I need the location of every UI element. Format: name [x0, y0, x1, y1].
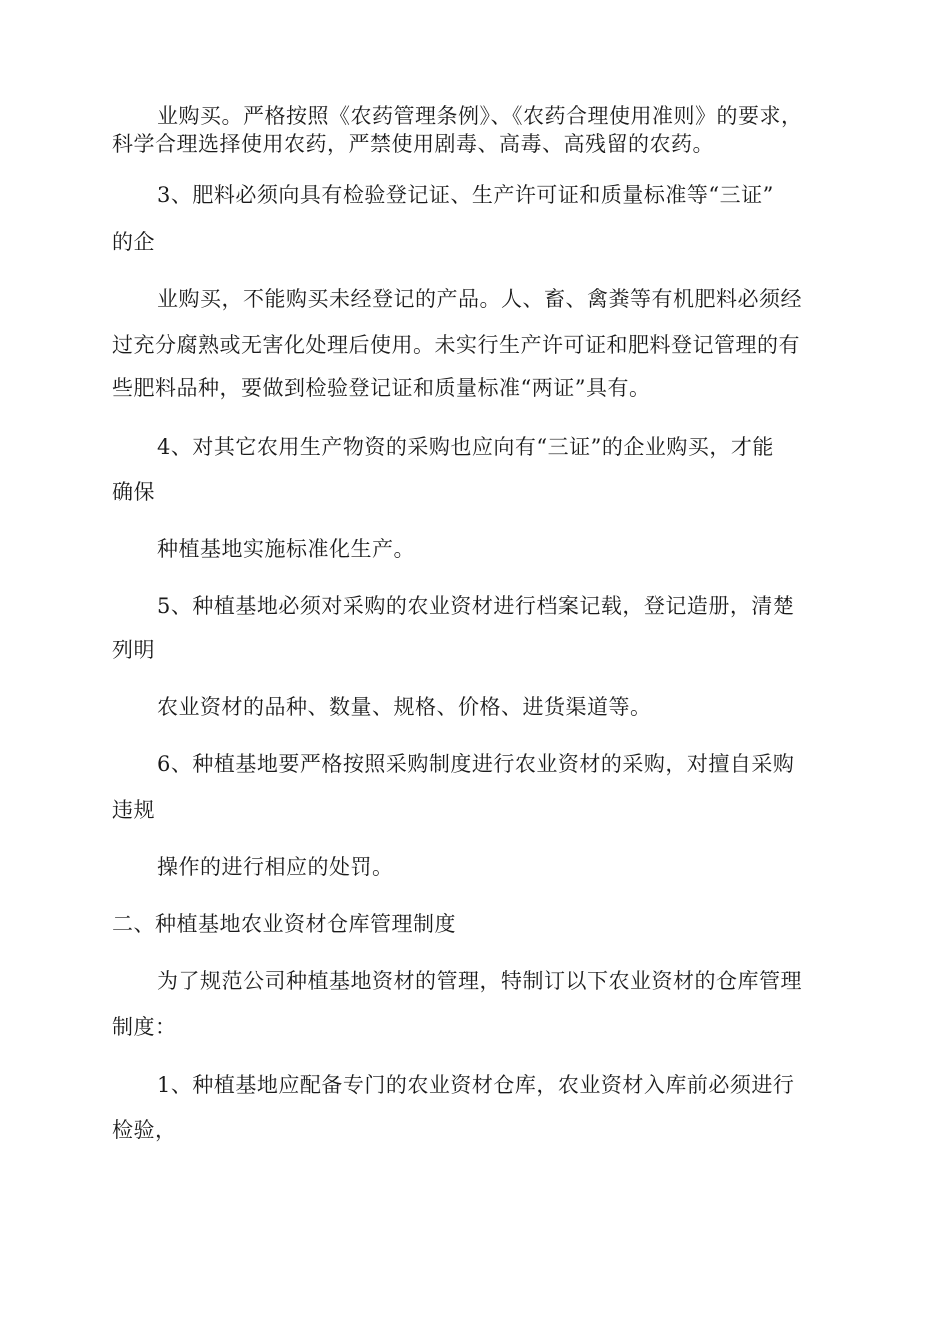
- text-line: 业购买。严格按照《农药管理条例》、《农药合理使用准则》的要求，: [157, 104, 803, 128]
- text-line: 1、种植基地应配备专门的农业资材仓库，农业资材入库前必须进行: [157, 1073, 795, 1097]
- text-line: 3、肥料必须向具有检验登记证、生产许可证和质量标准等“三证”: [157, 183, 774, 207]
- text-line: 操作的进行相应的处罚。: [157, 855, 394, 879]
- text-line: 农业资材的品种、数量、规格、价格、进货渠道等。: [157, 695, 652, 719]
- text-line: 4、对其它农用生产物资的采购也应向有“三证”的企业购买，才能: [157, 435, 774, 459]
- text-line: 科学合理选择使用农药，严禁使用剧毒、高毒、高残留的农药。: [112, 132, 714, 156]
- section-heading: 二、种植基地农业资材仓库管理制度: [112, 912, 456, 936]
- text-line: 为了规范公司种植基地资材的管理，特制订以下农业资材的仓库管理: [157, 969, 802, 993]
- text-line: 种植基地实施标准化生产。: [157, 537, 415, 561]
- text-line: 些肥料品种，要做到检验登记证和质量标准“两证”具有。: [112, 376, 651, 400]
- text-line: 业购买，不能购买未经登记的产品。人、畜、禽粪等有机肥料必须经: [157, 287, 802, 311]
- text-line: 违规: [112, 798, 155, 822]
- text-line: 过充分腐熟或无害化处理后使用。未实行生产许可证和肥料登记管理的有: [112, 333, 800, 357]
- text-line: 列明: [112, 638, 155, 662]
- text-line: 制度：: [112, 1015, 177, 1039]
- text-line: 确保: [112, 480, 155, 504]
- text-line: 的企: [112, 230, 155, 254]
- text-line: 6、种植基地要严格按照采购制度进行农业资材的采购，对擅自采购: [157, 752, 795, 776]
- text-line: 5、种植基地必须对采购的农业资材进行档案记载，登记造册，清楚: [157, 594, 795, 618]
- text-line: 检验，: [112, 1118, 177, 1142]
